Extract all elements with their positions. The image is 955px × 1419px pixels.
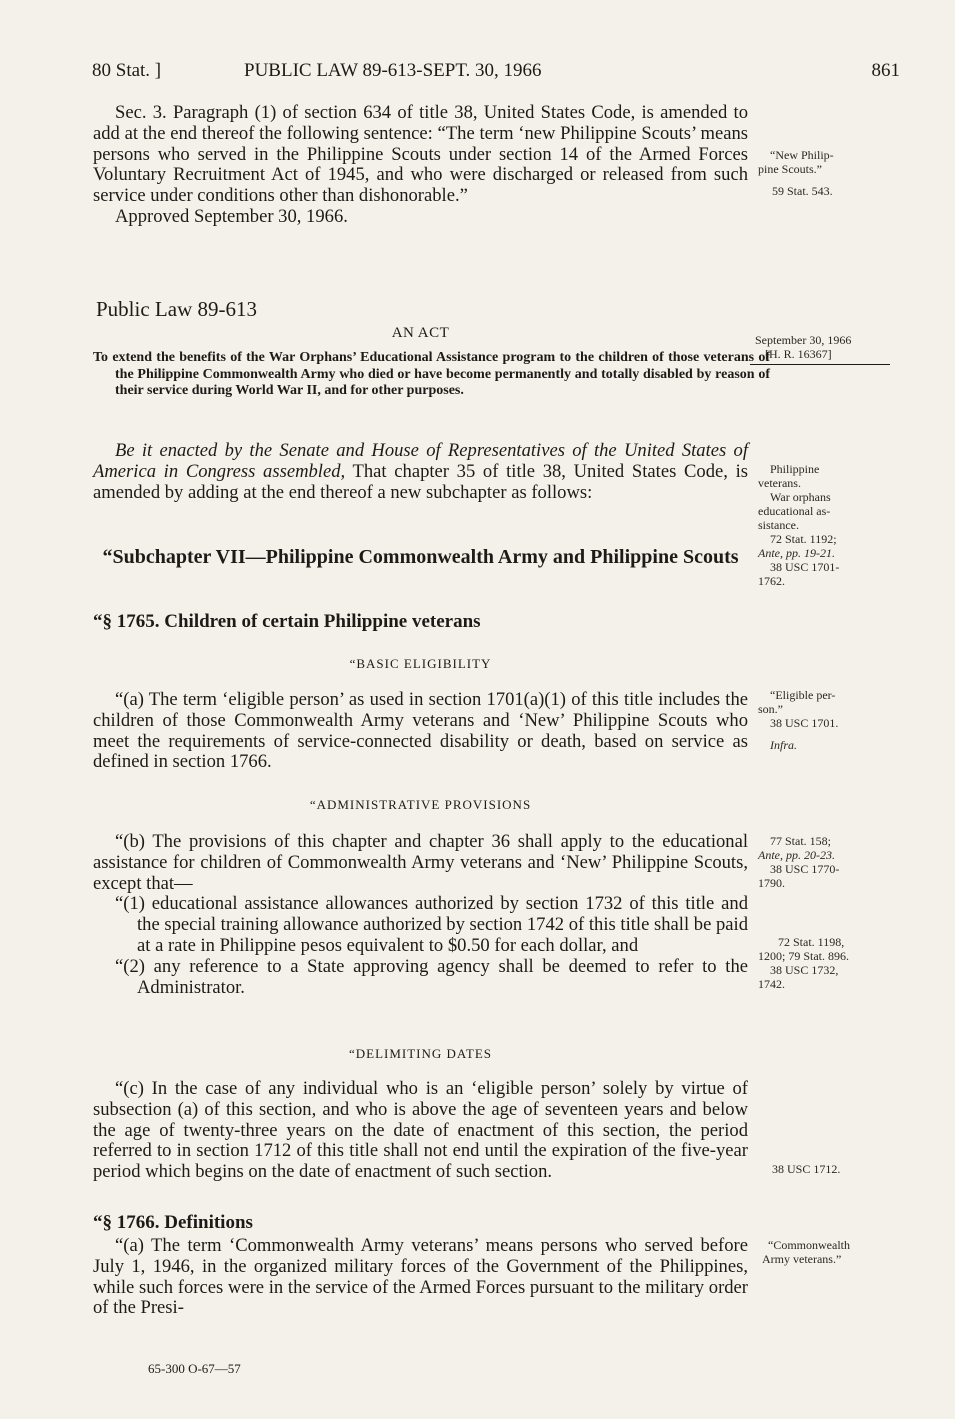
section-1765-a <box>93 690 748 773</box>
section-1765-b <box>93 832 748 998</box>
enacting-text: That chapter 35 of title 38, United States Code, is amended by adding at the end thereof a new subchapter as follows: <box>93 460 748 503</box>
subchapter-heading: “Subchapter VII—Philippine Commonwealth Army and Philippine Scouts <box>102 546 739 568</box>
section-1765-c <box>93 1079 748 1183</box>
subsection-a-text: “(a) The term ‘eligible person’ as used in section 1701(a)(1) of this title includes the children of those Commonwealth Army veterans and ‘New’ Philippine Scouts who meet the requirements of service-connected disability or death, based on service as defined in section 1766. <box>93 689 748 773</box>
margin-note-date: September 30, 1966 [H. R. 16367] <box>755 333 852 361</box>
enacting-clause <box>93 441 748 503</box>
page-number: 861 <box>871 60 900 81</box>
paragraph-b2: “(2) any reference to a State approving agency shall be deemed to refer to the Administrator. <box>115 955 748 998</box>
section-3 <box>93 103 748 228</box>
section-1765-heading: “§ 1765. Children of certain Philippine veterans <box>93 611 481 632</box>
margin-note-commonwealth-army: “Commonwealth Army veterans.” <box>762 1238 850 1266</box>
approval-date: Approved September 30, 1966. <box>115 205 348 227</box>
margin-note-38-usc-1712: 38 USC 1712. <box>772 1162 841 1176</box>
subsection-c-text: “(c) In the case of any individual who is an ‘eligible person’ solely by virtue of subsection (a) of this section, and who is above the age of seventeen years and below the age of twenty-three years on the date of enactment of this section, the period referred to in section 1712 of this title shall not end until the expiration of the five-year period which begins on the date of enactment of such section. <box>93 1078 748 1183</box>
subsection-b-text: “(b) The provisions of this chapter and chapter 36 shall apply to the educational assistance for children of Commonwealth Army veterans and ‘New’ Philippine Scouts, except that— <box>93 831 748 894</box>
section-1766-heading: “§ 1766. Definitions <box>93 1212 253 1233</box>
margin-note-philippine-veterans: Philippine veterans. War orphans educational as- sistance. 72 Stat. 1192; Ante, pp. 19-21. 38 USC 1701- 1762. <box>758 462 840 588</box>
running-header <box>92 60 900 84</box>
basic-eligibility-heading: “BASIC ELIGIBILITY <box>349 656 492 671</box>
margin-rule <box>750 364 890 365</box>
margin-note-59-stat: 59 Stat. 543. <box>772 184 833 198</box>
law-title-header: PUBLIC LAW 89-613-SEPT. 30, 1966 <box>244 60 542 81</box>
public-law-title: Public Law 89-613 <box>96 297 257 321</box>
print-code-footer: 65-300 O-67—57 <box>148 1361 241 1376</box>
delimiting-dates-heading: “DELIMITING DATES <box>348 1046 492 1061</box>
statute-reference: 80 Stat. ] <box>92 60 162 81</box>
margin-note-72-stat: 72 Stat. 1198, 1200; 79 Stat. 896. 38 USC 1732, 1742. <box>758 935 850 991</box>
margin-note-new-philippine-scouts: “New Philip- pine Scouts.” <box>758 148 834 176</box>
section-3-text: Sec. 3. Paragraph (1) of section 634 of title 38, United States Code, is amended to add at the end thereof the following sentence: “The term ‘new Philippine Scouts’ means persons who served in the Philippine Scouts under section 14 of the Armed Forces Voluntary Recruitment Act of 1945, and who were discharged or released from such service under conditions other than dishonorable.” <box>93 102 748 207</box>
margin-note-77-stat: 77 Stat. 158; Ante, pp. 20-23. 38 USC 1770- 1790. <box>758 834 840 890</box>
act-purpose: To extend the benefits of the War Orphans’ Educational Assistance program to the children of those veterans of the Philippine Commonwealth Army who died or have become permanently and totally disabled by reason of their service during World War II, and for other purposes. <box>93 350 770 398</box>
act-title: AN ACT <box>391 325 450 341</box>
section-1766-a <box>93 1236 748 1319</box>
margin-note-eligible-person: “Eligible per- son.” 38 USC 1701. Infra. <box>758 688 839 752</box>
paragraph-b1: “(1) educational assistance allowances authorized by section 1732 of this title and the special training allowance authorized by section 1742 of this title shall be paid at a rate in Philippine pesos equivalent to $0.50 for each dollar, and <box>115 893 748 956</box>
administrative-provisions-heading: “ADMINISTRATIVE PROVISIONS <box>309 797 532 812</box>
definition-a-text: “(a) The term ‘Commonwealth Army veterans’ means persons who served before July 1, 1946, in the organized military forces of the Government of the Philippines, while such forces were in the service of the Armed Forces pursuant to the military order of the Presi- <box>93 1235 748 1319</box>
enacting-formula: Be it enacted by the Senate and House of Representatives of the United States of America in Congress assembled, <box>93 440 748 482</box>
